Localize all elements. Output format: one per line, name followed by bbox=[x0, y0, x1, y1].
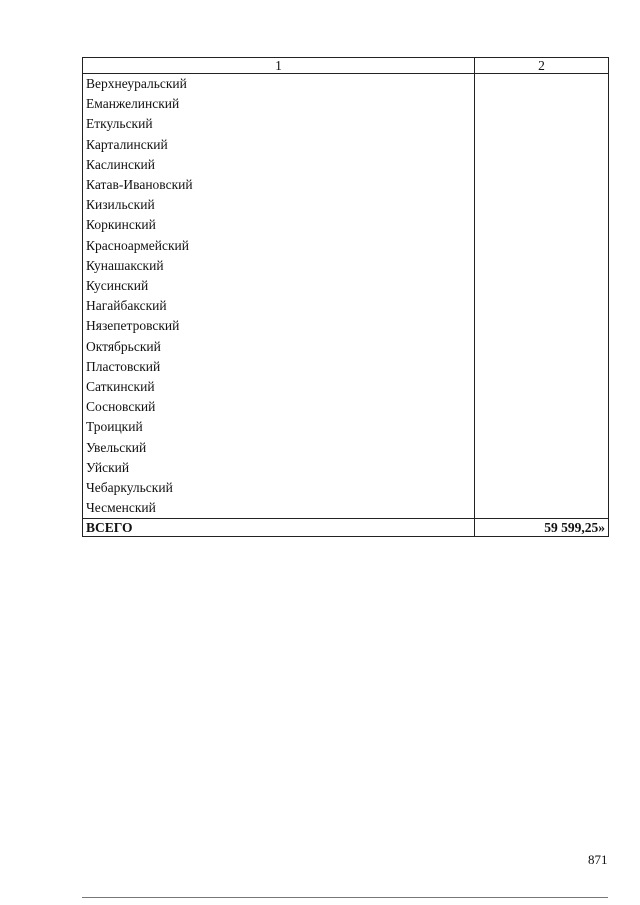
table-row bbox=[83, 296, 609, 316]
total-value: 59 599,25» bbox=[475, 519, 609, 537]
footer-divider bbox=[82, 897, 608, 898]
table-row bbox=[83, 215, 609, 235]
district-value-cell bbox=[475, 215, 609, 235]
district-value-cell bbox=[475, 256, 609, 276]
district-value-cell bbox=[475, 377, 609, 397]
district-name-cell: Красноармейский bbox=[83, 236, 475, 256]
district-value-cell bbox=[475, 276, 609, 296]
table-row bbox=[83, 74, 609, 95]
table-row bbox=[83, 114, 609, 134]
district-value-cell bbox=[475, 458, 609, 478]
district-name-cell: Троицкий bbox=[83, 417, 475, 437]
district-table bbox=[82, 57, 609, 537]
district-table-container bbox=[82, 57, 608, 537]
district-name-cell: Кунашакский bbox=[83, 256, 475, 276]
district-value-cell bbox=[475, 498, 609, 519]
district-name-cell: Кусинский bbox=[83, 276, 475, 296]
district-name-cell: Нязепетровский bbox=[83, 316, 475, 336]
total-label: ВСЕГО bbox=[83, 519, 475, 537]
district-value-cell bbox=[475, 135, 609, 155]
district-value-cell bbox=[475, 236, 609, 256]
district-name-cell: Чесменский bbox=[83, 498, 475, 519]
district-name-cell: Сосновский bbox=[83, 397, 475, 417]
district-name-cell: Увельский bbox=[83, 438, 475, 458]
district-value-cell bbox=[475, 357, 609, 377]
table-row bbox=[83, 438, 609, 458]
table-row bbox=[83, 236, 609, 256]
table-row bbox=[83, 417, 609, 437]
district-value-cell bbox=[475, 155, 609, 175]
district-value-cell bbox=[475, 478, 609, 498]
table-row bbox=[83, 337, 609, 357]
district-name-cell: Кизильский bbox=[83, 195, 475, 215]
district-name-cell: Пластовский bbox=[83, 357, 475, 377]
table-row bbox=[83, 195, 609, 215]
table-row bbox=[83, 478, 609, 498]
table-row bbox=[83, 458, 609, 478]
district-value-cell bbox=[475, 296, 609, 316]
district-name-cell: Еткульский bbox=[83, 114, 475, 134]
district-name-cell: Саткинский bbox=[83, 377, 475, 397]
district-name-cell: Еманжелинский bbox=[83, 94, 475, 114]
district-name-cell: Чебаркульский bbox=[83, 478, 475, 498]
table-row bbox=[83, 377, 609, 397]
table-row bbox=[83, 357, 609, 377]
district-name-cell: Каслинский bbox=[83, 155, 475, 175]
district-value-cell bbox=[475, 175, 609, 195]
district-value-cell bbox=[475, 74, 609, 95]
district-name-cell: Верхнеуральский bbox=[83, 74, 475, 95]
district-name-cell: Нагайбакский bbox=[83, 296, 475, 316]
header-row bbox=[83, 58, 609, 74]
district-name-cell: Катав-Ивановский bbox=[83, 175, 475, 195]
table-row bbox=[83, 155, 609, 175]
table-row bbox=[83, 316, 609, 336]
district-value-cell bbox=[475, 397, 609, 417]
table-row bbox=[83, 94, 609, 114]
district-value-cell bbox=[475, 195, 609, 215]
table-row bbox=[83, 397, 609, 417]
district-name-cell: Октябрьский bbox=[83, 337, 475, 357]
total-row bbox=[83, 519, 609, 537]
table-row bbox=[83, 135, 609, 155]
page-number: 871 bbox=[588, 852, 608, 867]
district-value-cell bbox=[475, 316, 609, 336]
column-header-1: 1 bbox=[83, 58, 475, 74]
district-value-cell bbox=[475, 438, 609, 458]
district-value-cell bbox=[475, 94, 609, 114]
district-value-cell bbox=[475, 337, 609, 357]
district-name-cell: Уйский bbox=[83, 458, 475, 478]
table-row bbox=[83, 276, 609, 296]
district-name-cell: Карталинский bbox=[83, 135, 475, 155]
table-row bbox=[83, 256, 609, 276]
table-row bbox=[83, 498, 609, 519]
table-row bbox=[83, 175, 609, 195]
table-body bbox=[83, 74, 609, 519]
district-value-cell bbox=[475, 417, 609, 437]
column-header-2: 2 bbox=[475, 58, 609, 74]
district-name-cell: Коркинский bbox=[83, 215, 475, 235]
district-value-cell bbox=[475, 114, 609, 134]
